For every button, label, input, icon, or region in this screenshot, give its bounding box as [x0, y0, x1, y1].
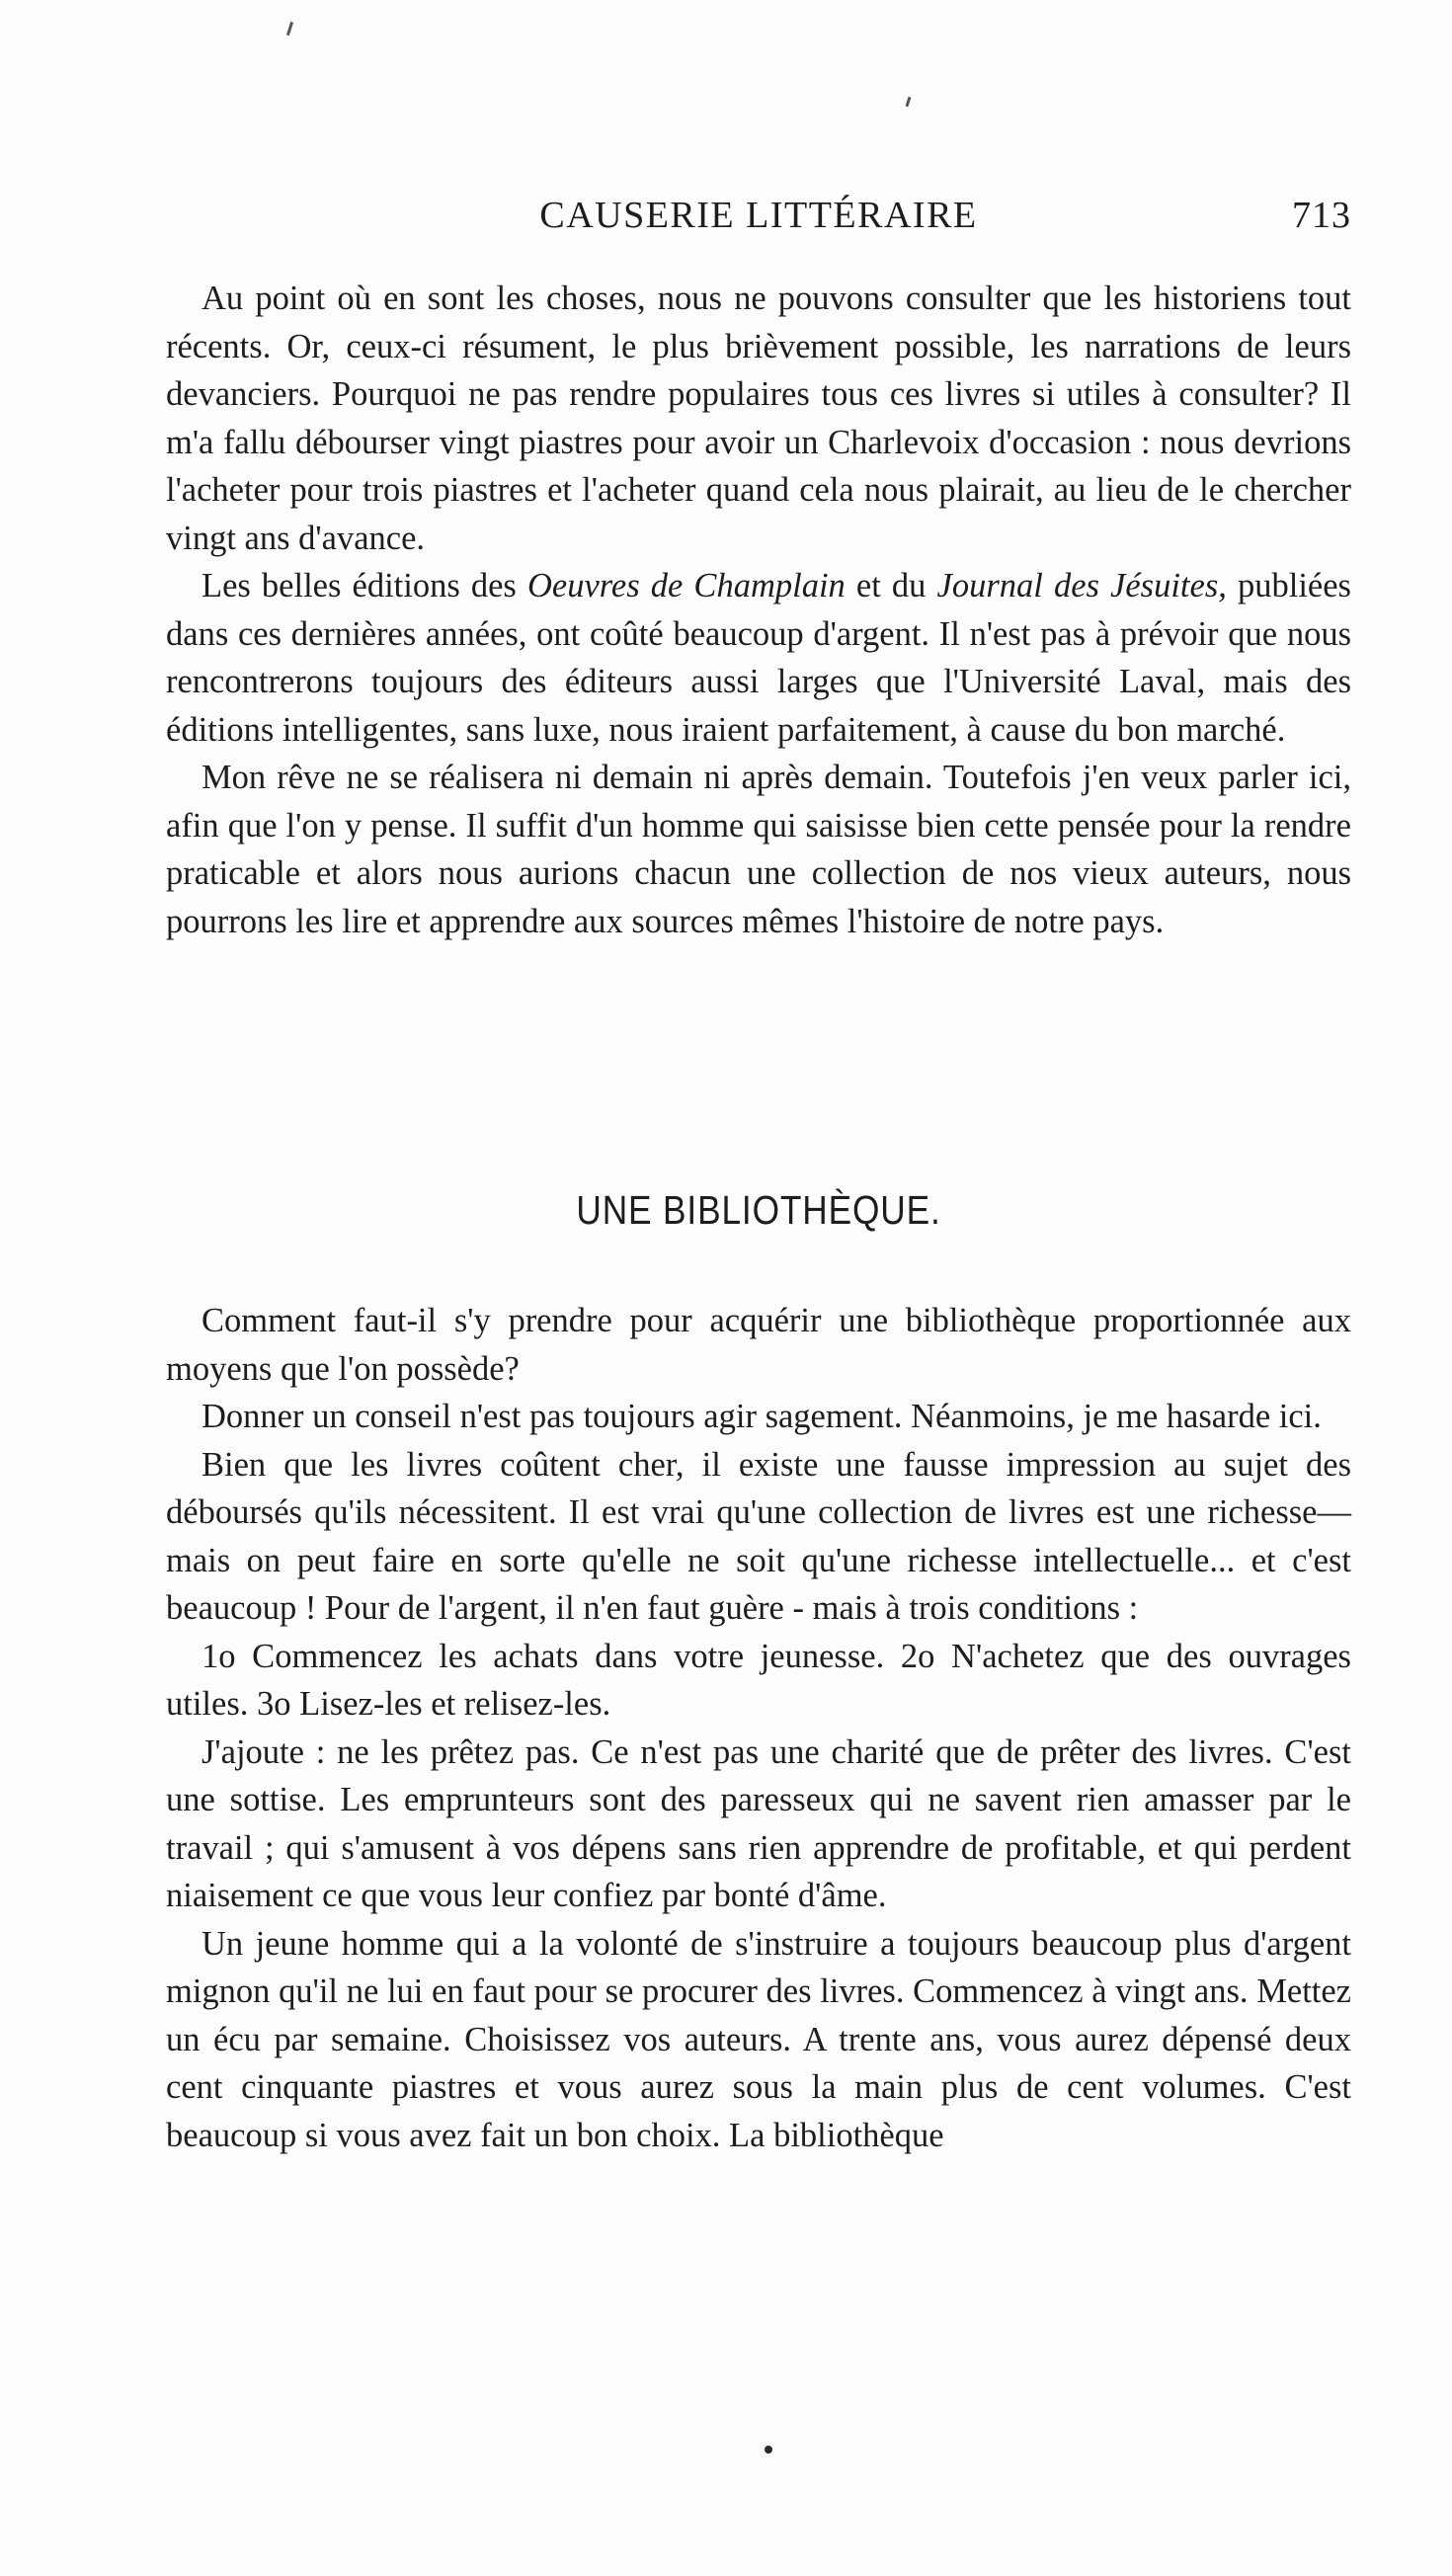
paragraph	[166, 562, 1351, 754]
paragraph: J'ajoute : ne les prêtez pas. Ce n'est pas une charité que de prêter des livres. C'est une sottise. Les emprunteurs sont des paresseux qui ne savent rien amasser par le travail ; qui s'amusent à vos dépens sans rien apprendre de profitable, et qui perdent niaisement ce que vous leur confiez par bonté d'âme.	[166, 1732, 1351, 1914]
paragraph: Un jeune homme qui a la volonté de s'instruire a toujours beaucoup plus d'argent mignon qu'il ne lui en faut pour se procurer des livres. Commencez à vingt ans. Mettez un écu par semaine. Choisissez vos auteurs. A trente ans, vous aurez dépensé deux cent cinquante piastres et vous aurez sous la main plus de cent volumes. C'est beaucoup si vous avez fait un bon choix. La bibliothèque	[166, 1924, 1351, 2154]
paragraph: 1o Commencez les achats dans votre jeunesse. 2o N'achetez que des ouvrages utiles. 3o Lisez-les et relisez-les.	[166, 1637, 1351, 1723]
page-number: 713	[1292, 195, 1351, 236]
ink-speck	[765, 2446, 772, 2454]
paragraph: Bien que les livres coûtent cher, il existe une fausse impression au sujet des déboursés qu'ils nécessitent. Il est vrai qu'une collection de livres est une richesse—mais on peut faire en sorte qu'elle ne soit qu'une richesse intellectuelle... et c'est beaucoup ! Pour de l'argent, il n'en faut guère - mais à trois conditions :	[166, 1445, 1351, 1627]
paragraph: Comment faut-il s'y prendre pour acquérir une bibliothèque proportionnée aux moyens que l'on possède?	[166, 1302, 1351, 1388]
ink-mark	[286, 22, 293, 36]
text-block-bibliotheque	[166, 1297, 1351, 2159]
paragraph-text: Les belles éditions des	[202, 567, 527, 604]
paragraph: Au point où en sont les choses, nous ne pouvons consulter que les historiens tout récents. Or, ceux-ci résument, le plus brièvement possible, les narrations de leurs devanciers. Pourquoi ne pas rendre populaires tous ces livres si utiles à consulter? Il m'a fallu débourser vingt piastres pour avoir un Charlevoix d'occasion : nous devrions l'acheter pour trois piastres et l'acheter quand cela nous plairait, au lieu de le chercher vingt ans d'avance.	[166, 280, 1351, 557]
page-header	[166, 194, 1351, 249]
paragraph-text: et du	[845, 567, 937, 604]
ink-mark	[906, 97, 912, 107]
section-title: UNE BIBLIOTHÈQUE.	[576, 1187, 941, 1233]
book-title-champlain: Oeuvres de Champlain	[526, 567, 846, 604]
paragraph-text: publiées dans ces dernières années, ont coûté beaucoup d'argent. Il n'est pas à prévoir que nous rencontrerons toujours des éditeurs aussi larges que l'Université Laval, mais des éditions intelligentes, sans luxe, nous iraient parfaitement, à cause du bon marché.	[166, 567, 1351, 749]
book-title-jesuites: Journal des Jésuites,	[936, 567, 1227, 604]
text-block-causerie	[166, 275, 1351, 945]
paragraph: Mon rêve ne se réalisera ni demain ni après demain. Toutefois j'en veux parler ici, afin que l'on y pense. Il suffit d'un homme qui saisisse bien cette pensée pour la rendre praticable et alors nous aurions chacun une collection de nos vieux auteurs, nous pourrons les lire et apprendre aux sources mêmes l'histoire de notre pays.	[166, 759, 1351, 940]
running-title: CAUSERIE LITTÉRAIRE	[539, 195, 978, 236]
paragraph: Donner un conseil n'est pas toujours agir sagement. Néanmoins, je me hasarde ici.	[202, 1398, 1322, 1435]
